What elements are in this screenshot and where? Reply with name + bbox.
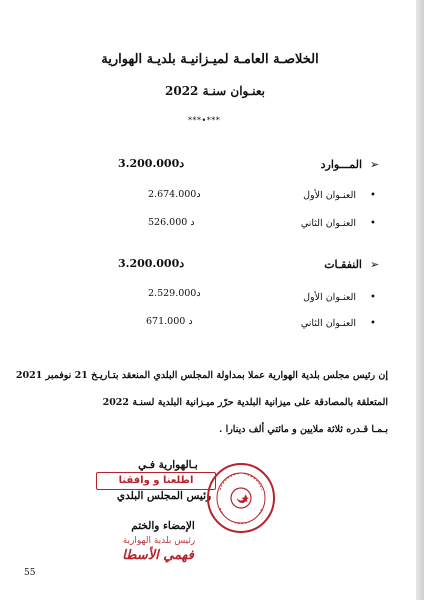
arrow-bullet-icon: ➢ — [370, 258, 380, 271]
resources-heading: المـــوارد — [320, 158, 362, 171]
page-edge — [416, 0, 424, 600]
document-subtitle: بعنـوان سنـة 2022 — [165, 84, 265, 98]
handwritten-title: رئيس بلدية الهوارية — [122, 536, 196, 546]
official-seal-icon — [206, 462, 276, 534]
resources-item-1-amount: 2.674.000د — [148, 189, 201, 200]
resources-total: 3.200.000د — [118, 157, 185, 170]
resources-item-2-amount: 526.000 د — [148, 217, 195, 228]
expenses-item-2-amount: 671.000 د — [146, 316, 193, 327]
bullet-icon: • — [370, 292, 376, 303]
expenses-heading: النفقـات — [324, 258, 362, 271]
page-number: 55 — [24, 568, 36, 578]
approval-stamp: اطلعنا و وافقنا — [96, 472, 216, 490]
title-divider-stars: ***•*** — [188, 116, 221, 125]
bullet-icon: • — [370, 318, 376, 329]
signature-signoff: الإمضاء والختم — [131, 520, 195, 532]
expenses-item-1-amount: 2.529.000د — [148, 288, 201, 299]
expenses-item-2-label: العنـوان الثاني — [300, 318, 356, 329]
paragraph-line-3: بـمـا قـدره ثلاثة ملايين و مائتي ألف دينارا . — [218, 424, 388, 435]
expenses-item-1-label: العنـوان الأول — [303, 292, 356, 303]
signature-president: رئيس المجلس البلدي — [116, 490, 212, 502]
bullet-icon: • — [370, 218, 376, 229]
handwritten-signature: فهمي الأسطا — [122, 548, 194, 563]
resources-item-2-label: العنـوان الثاني — [300, 218, 356, 229]
paragraph-line-2: المتعلقة بالمصادقة على ميزانية البلدية حرّر ميـزانية البلدية لسنـة 2022 — [102, 397, 388, 408]
resources-item-1-label: العنـوان الأول — [303, 190, 356, 201]
document-title: الخلاصـة العامـة لميـزانيـة بلديـة الهوارية — [101, 52, 319, 67]
signature-place: بـالهوارية فـي — [138, 459, 198, 471]
expenses-total: 3.200.000د — [118, 257, 185, 270]
bullet-icon: • — [370, 190, 376, 201]
paragraph-line-1: إن رئيس مجلس بلدية الهوارية عملا بمداولة المجلس البلدي المنعقد بتـاريـخ 21 نوفمبر 2021 — [15, 370, 388, 381]
arrow-bullet-icon: ➢ — [370, 158, 380, 171]
